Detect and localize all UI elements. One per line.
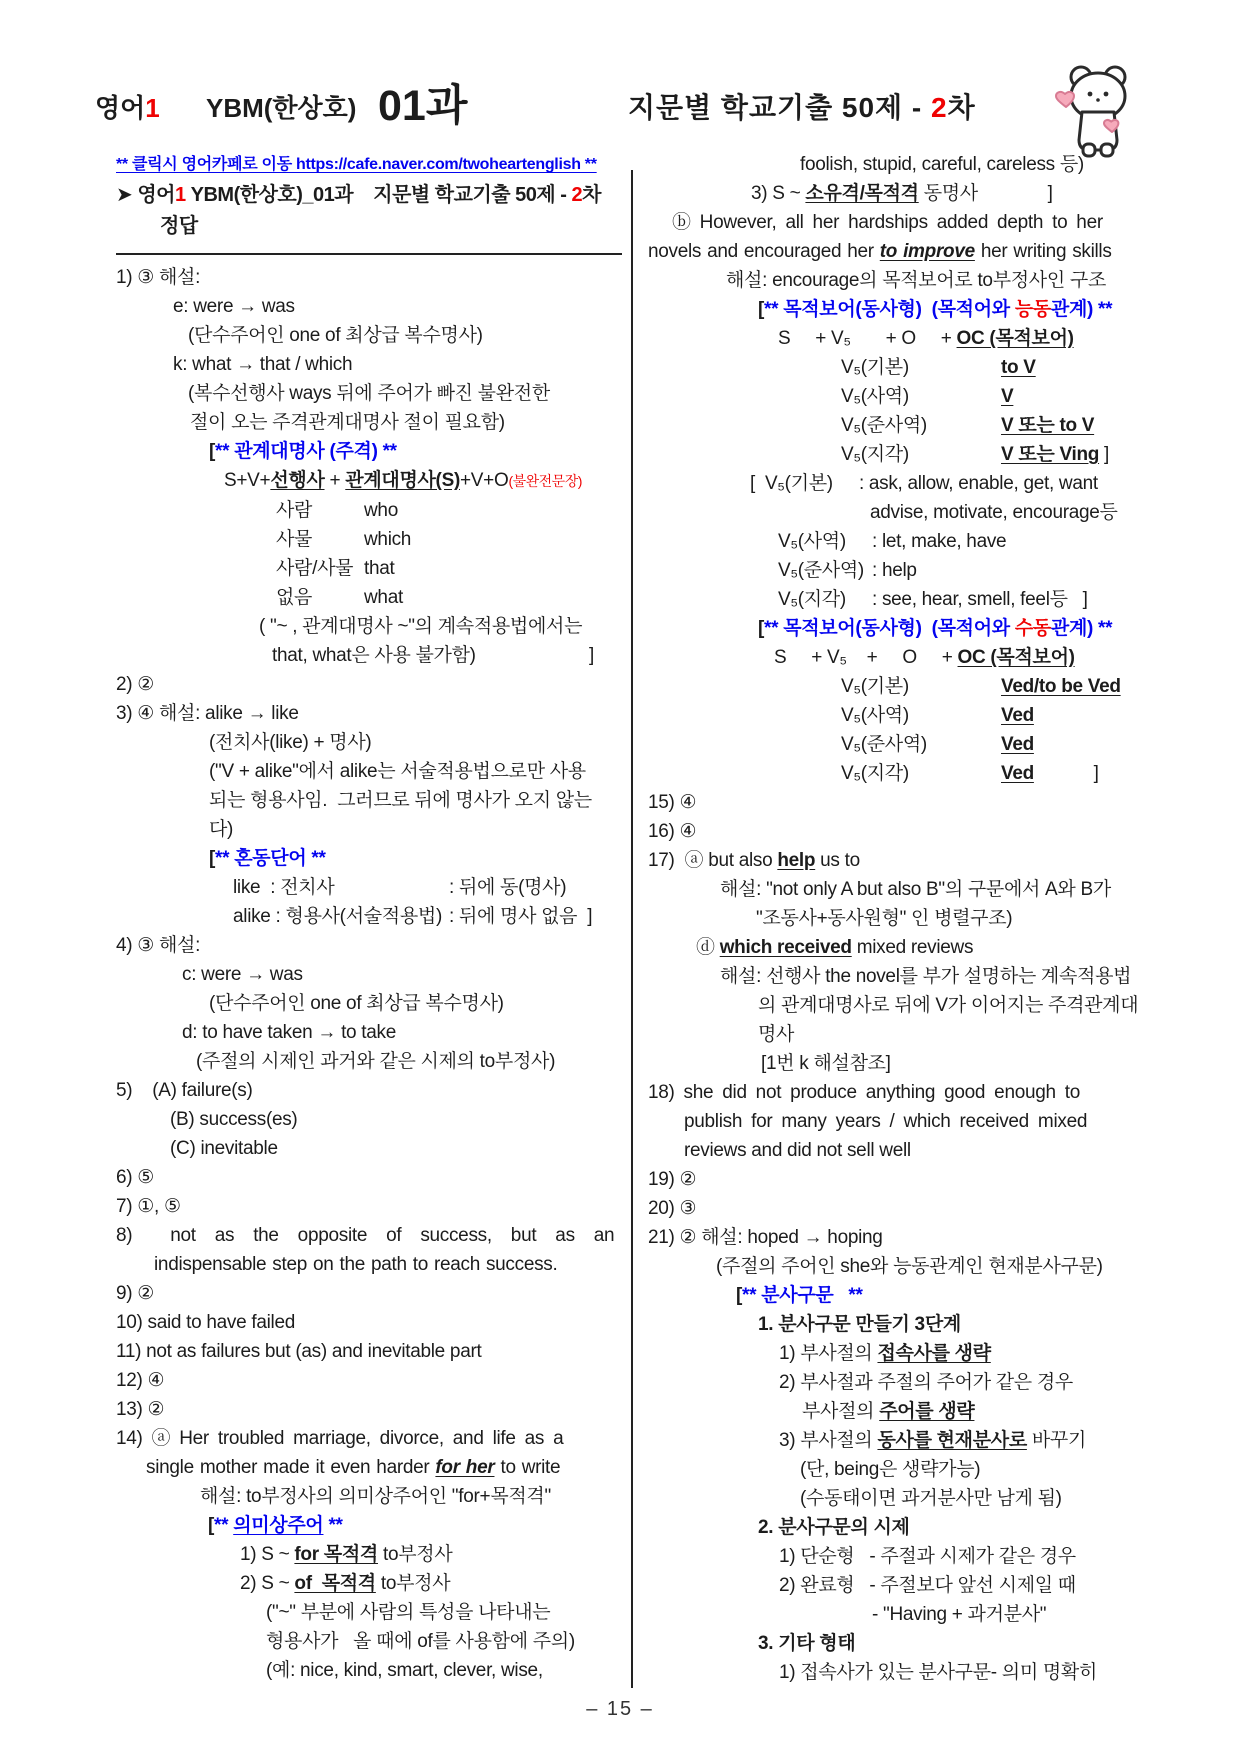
text-line: 절이 오는 주격관계대명사 절이 필요함) — [190, 412, 505, 433]
text-line: 19) ② — [648, 1169, 697, 1190]
text-line: e: were → was — [173, 296, 295, 317]
text-line: 4) ③ 해설: — [116, 935, 201, 956]
text-line: 18) she did not produce anything good enough to — [648, 1082, 1081, 1103]
text-line: single mother made it even harder for her to write — [146, 1457, 561, 1478]
text-line: that, what은 사용 불가함) ] — [272, 645, 594, 666]
text-line: 14) ⓐ Her troubled marriage, divorce, and life as a — [116, 1428, 564, 1449]
text-line: 명사 — [758, 1024, 795, 1045]
text-line: (전치사(like) + 명사) — [209, 732, 372, 753]
left-column — [116, 150, 622, 1685]
text-line: reviews and did not sell well — [684, 1140, 911, 1161]
text-line: 3) 부사절의 동사를 현재분사로 바꾸기 — [779, 1430, 1087, 1451]
text-line: ("V + alike"에서 alike는 서술적용법으로만 사용 — [209, 761, 586, 782]
text-line: 2) S ~ of 목적격 to부정사 — [240, 1573, 451, 1594]
text-line: "조동사+동사원형" 인 병렬구조) — [756, 908, 1013, 929]
text-line: V₅(지각) : see, hear, smell, feel등 ] — [778, 589, 1088, 610]
text-line: V₅(기본) to V — [841, 357, 1036, 378]
lesson-title: 01과 — [378, 82, 468, 130]
text-line: 11) not as failures but (as) and inevitable part — [116, 1341, 482, 1362]
text-line: 3) S ~ 소유격/목적격 동명사 ] — [751, 183, 1053, 204]
text-line: [** 분사구문 ** — [736, 1285, 863, 1306]
text-line: V₅(준사역) Ved — [841, 734, 1034, 755]
text-line: V₅(기본) Ved/to be Ved — [841, 676, 1121, 697]
column-divider — [631, 170, 633, 1688]
text-line: (복수선행사 ways 뒤에 주어가 빠진 불완전한 — [188, 383, 550, 404]
text-line: like : 전치사 : 뒤에 동(명사) — [233, 877, 567, 898]
text-line: 형용사가 올 때에 of를 사용함에 주의) — [266, 1631, 575, 1652]
text-line: c: were → was — [182, 964, 303, 985]
text-line: 해설: encourage의 목적보어로 to부정사인 구조 — [726, 270, 1106, 291]
text-line: 7) ①, ⑤ — [116, 1196, 181, 1217]
text-line: ⓑ However, all her hardships added depth to her — [672, 212, 1103, 233]
text-line: ⓓ which received mixed reviews — [696, 937, 974, 958]
text-line: [** 목적보어(동사형) (목적어와 수동관계) ** — [758, 618, 1113, 639]
text-line: (단, being은 생략가능) — [800, 1459, 981, 1480]
text-line: V₅(준사역) : help — [778, 560, 917, 581]
text-line: 2) ② — [116, 674, 155, 695]
text-line: k: what → that / which — [173, 354, 353, 375]
text-line: 해설: 선행사 the novel를 부가 설명하는 계속적용법 — [720, 966, 1132, 987]
text-line: d: to have taken → to take — [182, 1022, 397, 1043]
text-line: [** 관계대명사 (주격) ** — [209, 441, 397, 462]
text-line: 의 관계대명사로 뒤에 V가 이어지는 주격관계대 — [758, 995, 1139, 1016]
text-line: (단수주어인 one of 최상급 복수명사) — [188, 325, 483, 346]
text-line: [** 의미상주어 ** — [208, 1515, 343, 1536]
text-line: 13) ② — [116, 1399, 165, 1420]
text-line: 10) said to have failed — [116, 1312, 295, 1333]
text-line: 20) ③ — [648, 1198, 697, 1219]
cafe-link-text[interactable]: ** 클릭시 영어카페로 이동 https://cafe.naver.com/twoheartenglish ** — [116, 156, 597, 173]
text-line: (주절의 주어인 she와 능동관계인 현재분사구문) — [716, 1256, 1103, 1277]
text-line: [1번 k 해설참조] — [761, 1053, 891, 1074]
text-line: V₅(지각) V 또는 Ving ] — [841, 444, 1110, 465]
text-line: 사람/사물 that — [276, 558, 395, 579]
text-line: - "Having + 과거분사" — [872, 1604, 1047, 1625]
text-line: ➤ 영어1 YBM(한상호)_01과 지문별 학교기출 50제 - 2차 — [116, 184, 601, 206]
page-header — [0, 0, 1240, 150]
text-line: (단수주어인 one of 최상급 복수명사) — [209, 993, 504, 1014]
text-line: 6) ⑤ — [116, 1167, 155, 1188]
text-line: indispensable step on the path to reach success. — [154, 1254, 558, 1275]
text-line: 1) 접속사가 있는 분사구문- 의미 명확히 — [779, 1662, 1098, 1683]
text-line: 16) ④ — [648, 821, 697, 842]
text-line: (수동태이면 과거분사만 남게 됨) — [800, 1488, 1062, 1509]
text-line: (예: nice, kind, smart, clever, wise, — [266, 1660, 543, 1681]
text-line: 사물 which — [276, 529, 412, 550]
text-line: 1. 분사구문 만들기 3단계 — [758, 1314, 961, 1335]
text-line: (B) success(es) — [170, 1109, 298, 1130]
text-line: 2) 완료형 - 주절보다 앞선 시제일 때 — [779, 1575, 1076, 1596]
text-line: V₅(사역) V — [841, 386, 1014, 407]
right-column — [648, 150, 1208, 1687]
text-line: V₅(준사역) V 또는 to V — [841, 415, 1095, 436]
text-line: 다) — [209, 819, 234, 840]
page-number: – 15 – — [586, 1698, 654, 1720]
text-line: S + V₅ + O + OC (목적보어) — [774, 647, 1075, 668]
text-line: foolish, stupid, careful, careless 등) — [800, 154, 1084, 175]
text-line: S + V₅ + O + OC (목적보어) — [778, 328, 1074, 349]
text-line: [** 목적보어(동사형) (목적어와 능동관계) ** — [758, 299, 1113, 320]
text-line: 해설: to부정사의 의미상주어인 "for+목적격" — [200, 1486, 551, 1507]
text-line: [ V₅(기본) : ask, allow, enable, get, want — [750, 473, 1098, 494]
text-line: 1) 부사절의 접속사를 생략 — [779, 1343, 991, 1364]
text-line: [** 혼동단어 ** — [209, 848, 326, 869]
section-rule — [116, 253, 622, 255]
text-line: 9) ② — [116, 1283, 155, 1304]
text-line: 8) not as the opposite of success, but as an — [116, 1225, 615, 1246]
text-line: 1) ③ 해설: — [116, 267, 201, 288]
text-line: ( "~ , 관계대명사 ~"의 계속적용법에서는 — [259, 616, 583, 637]
text-line: 정답 — [160, 215, 198, 237]
text-line: 3) ④ 해설: alike → like — [116, 703, 299, 724]
subject-number: 1 — [145, 93, 160, 123]
text-line: 15) ④ — [648, 792, 697, 813]
text-line: 부사절의 주어를 생략 — [802, 1401, 975, 1422]
text-line: advise, motivate, encourage등 — [870, 502, 1118, 523]
text-line: V₅(사역) Ved — [841, 705, 1034, 726]
set-number: 2 — [930, 92, 948, 123]
text-line: 2) 부사절과 주절의 주어가 같은 경우 — [779, 1372, 1073, 1393]
text-line: (C) inevitable — [170, 1138, 278, 1159]
subject-title: 영어1 — [95, 93, 160, 123]
text-line: 12) ④ — [116, 1370, 165, 1391]
text-line: 5) (A) failure(s) — [116, 1080, 253, 1101]
text-line: 21) ② 해설: hoped → hoping — [648, 1227, 883, 1248]
text-line: 2. 분사구문의 시제 — [758, 1517, 910, 1538]
exam-set-title: 지문별 학교기출 50제 - 2차 — [628, 92, 976, 123]
text-line: S+V+선행사 + 관계대명사(S)+V+O(불완전문장) — [224, 470, 582, 491]
text-line: 해설: "not only A but also B"의 구문에서 A와 B가 — [720, 879, 1111, 900]
text-line: 되는 형용사임. 그러므로 뒤에 명사가 오지 않는 — [209, 790, 592, 811]
text-line: 사람 who — [276, 500, 398, 521]
text-line: alike : 형용사(서술적용법) : 뒤에 명사 없음 ] — [233, 906, 593, 927]
text-line: 17) ⓐ but also help us to — [648, 850, 860, 871]
text-line: 없음 what — [276, 587, 403, 608]
text-line: ("~" 부분에 사람의 특성을 나타내는 — [266, 1602, 551, 1623]
publisher-title: YBM(한상호) — [206, 93, 357, 123]
text-line: publish for many years / which received mixed — [684, 1111, 1088, 1132]
text-line: V₅(사역) : let, make, have — [778, 531, 1007, 552]
text-line: novels and encouraged her to improve her writing skills — [648, 241, 1112, 262]
text-line: (주절의 시제인 과거와 같은 시제의 to부정사) — [196, 1051, 556, 1072]
text-line: 1) S ~ for 목적격 to부정사 — [240, 1544, 453, 1565]
text-line: V₅(지각) Ved ] — [841, 763, 1099, 784]
text-line: 1) 단순형 - 주절과 시제가 같은 경우 — [779, 1546, 1076, 1567]
text-line: 3. 기타 형태 — [758, 1633, 856, 1654]
